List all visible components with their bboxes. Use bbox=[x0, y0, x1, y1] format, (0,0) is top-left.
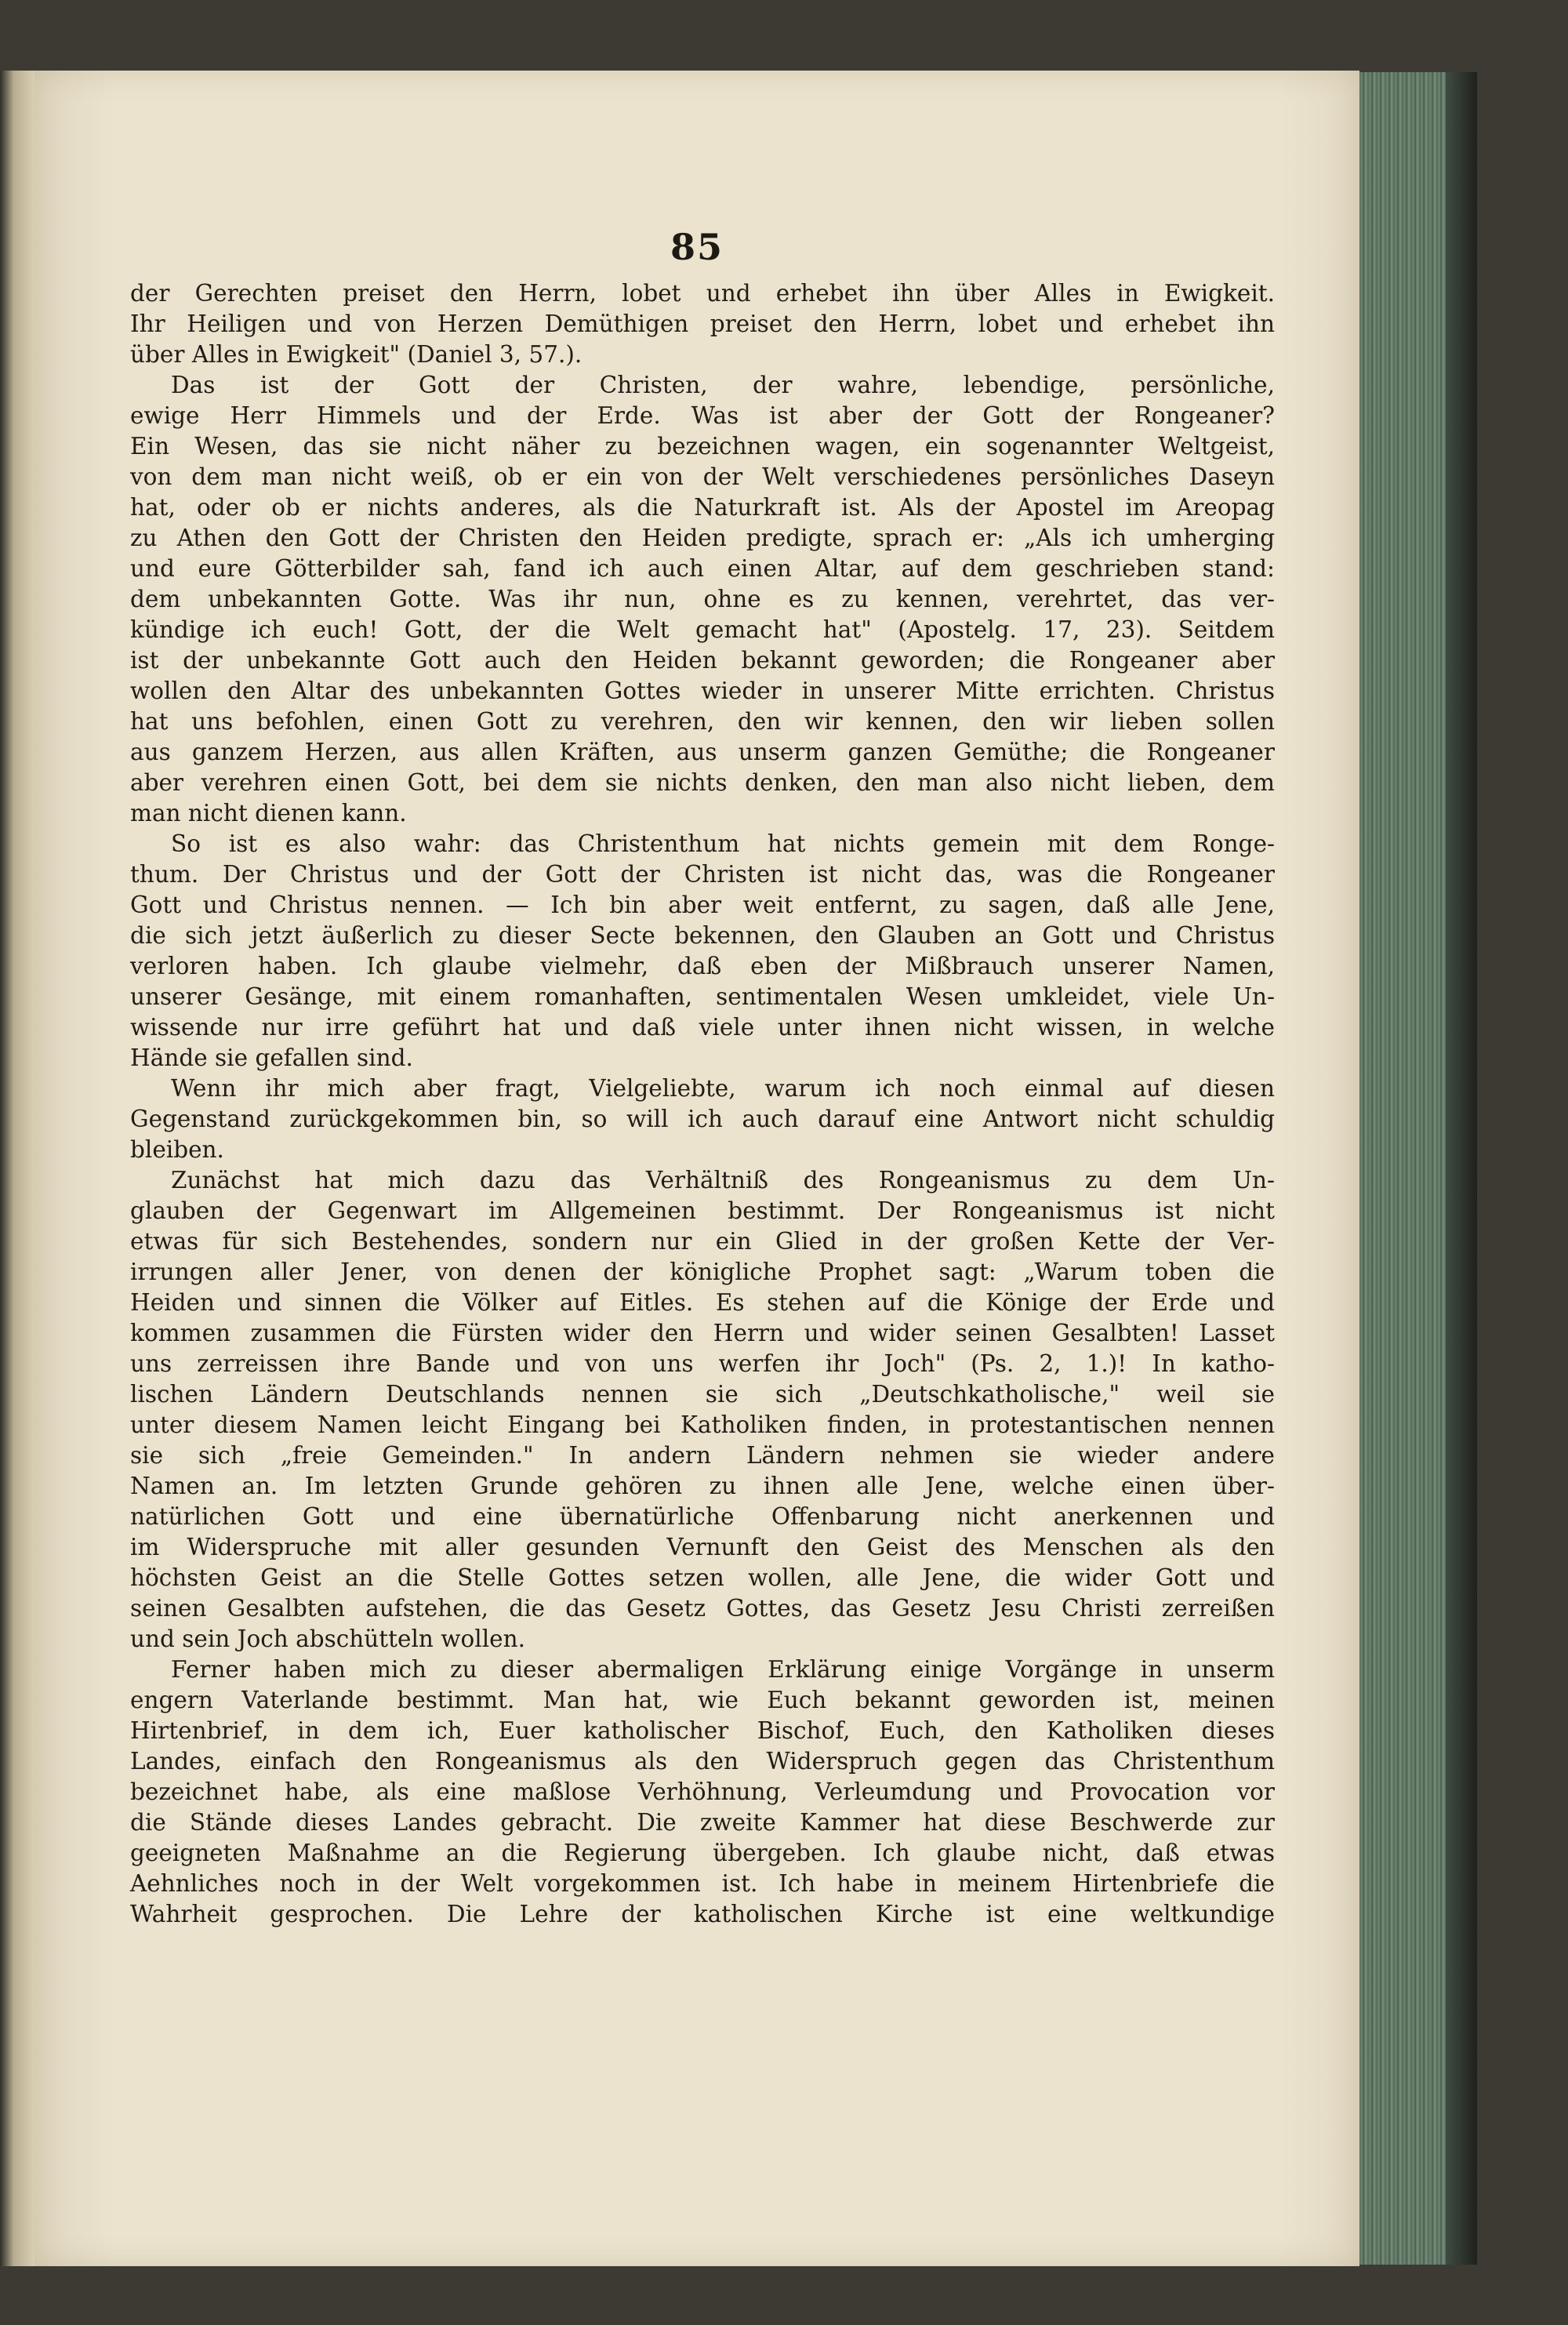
text-line: ist der unbekannte Gott auch den Heiden bekannt geworden; die Rongeaner aber bbox=[130, 647, 1275, 674]
text-line: man nicht dienen kann. bbox=[130, 800, 407, 826]
text-line: sie sich „freie Gemeinden." In andern Ländern nehmen sie wieder andere bbox=[130, 1442, 1275, 1469]
previous-page-edge bbox=[0, 71, 34, 2266]
text-line: die sich jetzt äußerlich zu dieser Secte bekennen, den Glauben an Gott und Christus bbox=[130, 922, 1275, 949]
text-line: etwas für sich Bestehendes, sondern nur ein Glied in der großen Kette der Ver- bbox=[130, 1228, 1275, 1255]
text-line: unserer Gesänge, mit einem romanhaften, sentimentalen Wesen umkleidet, viele Un- bbox=[130, 983, 1275, 1010]
text-line: seinen Gesalbten aufstehen, die das Gesetz Gottes, das Gesetz Jesu Christi zerreißen bbox=[130, 1595, 1275, 1622]
text-line: von dem man nicht weiß, ob er ein von der Welt verschiedenes persönliches Daseyn bbox=[130, 463, 1275, 490]
text-line: geeigneten Maßnahme an die Regierung übergeben. Ich glaube nicht, daß etwas bbox=[130, 1840, 1275, 1866]
text-line: Hirtenbrief, in dem ich, Euer katholischer Bischof, Euch, den Katholiken dieses bbox=[130, 1717, 1275, 1744]
text-line: uns zerreissen ihre Bande und von uns werfen ihr Joch" (Ps. 2, 1.)! In katho- bbox=[130, 1350, 1275, 1377]
text-line: Namen an. Im letzten Grunde gehören zu ihnen alle Jene, welche einen über- bbox=[130, 1473, 1275, 1499]
text-line: bezeichnet habe, als eine maßlose Verhöhnung, Verleumdung und Provocation vor bbox=[130, 1778, 1275, 1805]
text-line: verloren haben. Ich glaube vielmehr, daß eben der Mißbrauch unserer Namen, bbox=[130, 953, 1275, 979]
text-line: Zunächst hat mich dazu das Verhältniß des Rongeanismus zu dem Un- bbox=[171, 1167, 1275, 1193]
text-line: hat, oder ob er nichts anderes, als die Naturkraft ist. Als der Apostel im Areopag bbox=[130, 494, 1275, 521]
text-line: und sein Joch abschütteln wollen. bbox=[130, 1626, 525, 1652]
text-line: dem unbekannten Gotte. Was ihr nun, ohne es zu kennen, verehrtet, das ver- bbox=[130, 586, 1275, 612]
text-line: wollen den Altar des unbekannten Gottes wieder in unserer Mitte errichten. Christus bbox=[130, 678, 1275, 704]
text-line: thum. Der Christus und der Gott der Christen ist nicht das, was die Rongeaner bbox=[130, 861, 1275, 888]
text-line: unter diesem Namen leicht Eingang bei Katholiken finden, in protestantischen nennen bbox=[130, 1411, 1275, 1438]
text-line: Landes, einfach den Rongeanismus als den Widerspruch gegen das Christenthum bbox=[130, 1748, 1275, 1775]
text-line: natürlichen Gott und eine übernatürliche Offenbarung nicht anerkennen und bbox=[130, 1503, 1275, 1530]
text-line: zu Athen den Gott der Christen den Heiden predigte, sprach er: „Als ich umherging bbox=[130, 525, 1275, 551]
text-line: höchsten Geist an die Stelle Gottes setzen wollen, alle Jene, die wider Gott und bbox=[130, 1564, 1275, 1591]
page-number: 85 bbox=[670, 226, 724, 268]
text-line: bleiben. bbox=[130, 1136, 224, 1163]
text-line: aber verehren einen Gott, bei dem sie nichts denken, den man also nicht lieben, dem bbox=[130, 769, 1275, 796]
book-page bbox=[34, 71, 1359, 2266]
text-line: Wahrheit gesprochen. Die Lehre der katholischen Kirche ist eine weltkundige bbox=[130, 1901, 1275, 1927]
text-line: die Stände dieses Landes gebracht. Die zweite Kammer hat diese Beschwerde zur bbox=[130, 1809, 1275, 1836]
text-line: hat uns befohlen, einen Gott zu verehren, den wir kennen, den wir lieben sollen bbox=[130, 708, 1275, 735]
text-line: ewige Herr Himmels und der Erde. Was ist aber der Gott der Rongeaner? bbox=[130, 402, 1275, 429]
text-line: Ihr Heiligen und von Herzen Demüthigen preiset den Herrn, lobet und erhebet ihn bbox=[130, 311, 1275, 337]
book-cover-edge bbox=[1446, 72, 1477, 2265]
text-line: Aehnliches noch in der Welt vorgekommen ist. Ich habe in meinem Hirtenbriefe die bbox=[130, 1870, 1275, 1897]
page-stack-edges bbox=[1359, 72, 1446, 2265]
text-line: So ist es also wahr: das Christenthum hat nichts gemein mit dem Ronge- bbox=[171, 830, 1275, 857]
text-line: Ferner haben mich zu dieser abermaligen Erklärung einige Vorgänge in unserm bbox=[171, 1656, 1275, 1683]
text-line: glauben der Gegenwart im Allgemeinen bestimmt. Der Rongeanismus ist nicht bbox=[130, 1197, 1275, 1224]
text-line: über Alles in Ewigkeit" (Daniel 3, 57.). bbox=[130, 341, 583, 368]
text-line: und eure Götterbilder sah, fand ich auch einen Altar, auf dem geschrieben stand: bbox=[130, 555, 1275, 582]
text-line: wissende nur irre geführt hat und daß viele unter ihnen nicht wissen, in welche bbox=[130, 1014, 1275, 1041]
text-line: engern Vaterlande bestimmt. Man hat, wie Euch bekannt geworden ist, meinen bbox=[130, 1687, 1275, 1713]
text-line: Heiden und sinnen die Völker auf Eitles. Es stehen auf die Könige der Erde und bbox=[130, 1289, 1275, 1316]
text-line: Gott und Christus nennen. — Ich bin aber weit entfernt, zu sagen, daß alle Jene, bbox=[130, 892, 1275, 918]
text-line: lischen Ländern Deutschlands nennen sie sich „Deutschkatholische," weil sie bbox=[130, 1381, 1275, 1408]
text-line: irrungen aller Jener, von denen der königliche Prophet sagt: „Warum toben die bbox=[130, 1259, 1275, 1285]
text-line: Gegenstand zurückgekommen bin, so will ich auch darauf eine Antwort nicht schuldig bbox=[130, 1106, 1275, 1132]
text-line: kommen zusammen die Fürsten wider den Herrn und wider seinen Gesalbten! Lasset bbox=[130, 1320, 1275, 1346]
text-line: der Gerechten preiset den Herrn, lobet und erhebet ihn über Alles in Ewigkeit. bbox=[130, 280, 1275, 307]
text-line: Ein Wesen, das sie nicht näher zu bezeichnen wagen, ein sogenannter Weltgeist, bbox=[130, 433, 1275, 460]
text-line: kündige ich euch! Gott, der die Welt gemacht hat" (Apostelg. 17, 23). Seitdem bbox=[130, 616, 1275, 643]
body-text bbox=[130, 278, 1275, 1930]
text-line: im Widerspruche mit aller gesunden Vernunft den Geist des Menschen als den bbox=[130, 1534, 1275, 1560]
text-line: Wenn ihr mich aber fragt, Vielgeliebte, warum ich noch einmal auf diesen bbox=[171, 1075, 1275, 1102]
text-line: Das ist der Gott der Christen, der wahre, lebendige, persönliche, bbox=[171, 372, 1275, 398]
text-line: Hände sie gefallen sind. bbox=[130, 1044, 413, 1071]
text-line: aus ganzem Herzen, aus allen Kräften, aus unserm ganzen Gemüthe; die Rongeaner bbox=[130, 739, 1275, 765]
